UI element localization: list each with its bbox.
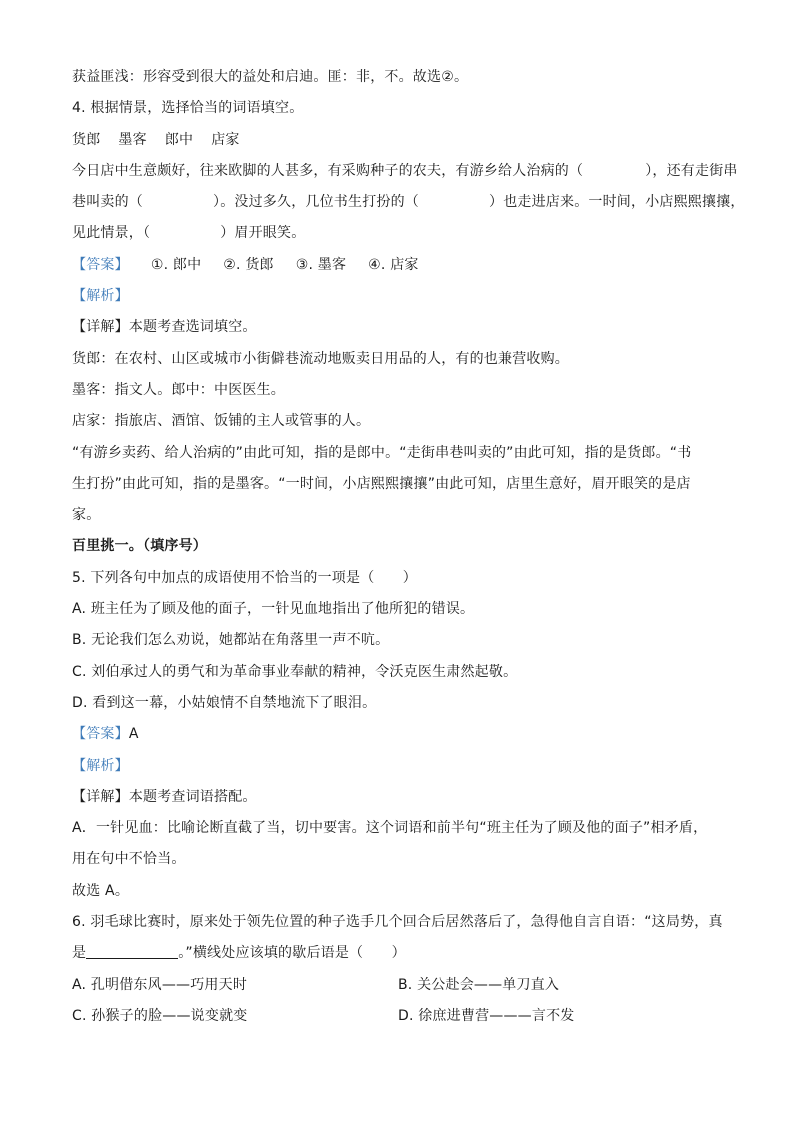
- question-6-line: [72, 938, 734, 969]
- detail-text: 本题考查选词填空。: [128, 319, 257, 336]
- passage-text: ），还有走街串: [645, 162, 738, 179]
- answer-item: ①. 郎中: [150, 256, 202, 273]
- word-bank: [72, 125, 734, 156]
- passage-text: 今日店中生意颇好，往来欧脚的人甚多，有采购种子的农夫，有游乡给人治病的（: [72, 162, 584, 179]
- option-c: C. 刘伯承过人的勇气和为革命事业奉献的精神，令沃克医生肃然起敬。: [72, 663, 518, 680]
- detail-line: [72, 782, 734, 813]
- section-heading: 百里挑一。（填序号）: [72, 538, 207, 555]
- explanation-line: 墨客：指文人。郎中：中医医生。: [72, 381, 285, 398]
- explanation-line: 故选 A。: [72, 882, 130, 899]
- word-option: 货郎: [72, 131, 101, 148]
- question-5-title: 5. 下列各句中加点的成语使用不恰当的一项是（ ）: [72, 569, 418, 586]
- passage-text: 见此情景，（: [72, 225, 151, 242]
- option-d: D. 看到这一幕，小姑娘情不自禁地流下了眼泪。: [72, 694, 377, 711]
- answer-item: ④. 店家: [368, 256, 419, 273]
- detail-line: [72, 312, 734, 343]
- option-c: C. 孙猴子的脸——说变就变: [72, 1007, 248, 1024]
- answer-item: ②. 货郎: [223, 256, 274, 273]
- passage-text: ）眉开眼笑。: [220, 225, 306, 242]
- question-6-line: 6. 羽毛球比赛时，原来处于领先位置的种子选手几个回合后居然落后了，急得他自言自语：“这局势，真: [72, 914, 723, 931]
- option-row: [72, 1001, 734, 1032]
- answer-value: A: [128, 726, 139, 743]
- option-row: [72, 970, 734, 1001]
- passage-text: 巷叫卖的（: [72, 194, 143, 211]
- word-option: 墨客: [118, 131, 147, 148]
- explanation-line: A．一针见血：比喻论断直截了当，切中要害。这个词语和前半句“班主任为了顾及他的面子”相矛盾，: [72, 820, 708, 837]
- explanation-line: 家。: [72, 507, 101, 524]
- fill-blank-underline: [86, 942, 178, 959]
- detail-text: 本题考查词语搭配。: [128, 788, 257, 805]
- option-b: B. 关公赴会——单刀直入: [398, 976, 560, 993]
- answer-tag: 【答案】: [72, 726, 129, 743]
- explanation-line: 生打扮”由此可知，指的是墨客。“一时间，小店熙熙攘攘”由此可知，店里生意好，眉开眼笑的是店: [72, 475, 691, 492]
- passage-line: [72, 218, 734, 249]
- page-content: [72, 62, 745, 1032]
- question-4-title: 4. 根据情景，选择恰当的词语填空。: [72, 100, 304, 117]
- option-b: B. 无论我们怎么劝说，她都站在角落里一声不吭。: [72, 632, 390, 649]
- analysis-tag: 【解析】: [72, 288, 129, 305]
- passage-line: [72, 156, 738, 187]
- question-text: 。”横线处应该填的歇后语是（ ）: [178, 945, 406, 962]
- option-a: A. 孔明借东风——巧用天时: [72, 976, 248, 993]
- explanation-line: 店家：指旅店、酒馆、饭铺的主人或管事的人。: [72, 413, 371, 430]
- explanation-line: 用在句中不恰当。: [72, 851, 186, 868]
- option-a: A. 班主任为了顾及他的面子，一针见血地指出了他所犯的错误。: [72, 601, 475, 618]
- answer-line: [72, 250, 734, 281]
- detail-tag: 【详解】: [72, 788, 129, 805]
- word-option: 郎中: [164, 131, 194, 148]
- passage-text: ）也走进店来。一时间，小店熙熙攘攘，: [489, 194, 745, 211]
- passage-line: [72, 187, 745, 218]
- answer-item: ③. 墨客: [295, 256, 347, 273]
- analysis-tag: 【解析】: [72, 757, 129, 774]
- word-option: 店家: [211, 131, 240, 148]
- question-text: 是: [72, 945, 87, 962]
- explanation-line: 货郎：在农村、山区或城市小街僻巷流动地贩卖日用品的人，有的也兼营收购。: [72, 350, 569, 367]
- answer-line: [72, 719, 734, 750]
- passage-text: ）。没过多久，几位书生打扮的（: [213, 194, 419, 211]
- answer-tag: 【答案】: [72, 256, 129, 273]
- explanation-line: “有游乡卖药、给人治病的”由此可知，指的是郎中。“走街串巷叫卖的”由此可知，指的是货郎。“书: [72, 444, 692, 461]
- detail-tag: 【详解】: [72, 319, 129, 336]
- option-d: D. 徐庶进曹营———言不发: [398, 1007, 575, 1024]
- text-line: 获益匪浅：形容受到很大的益处和启迪。匪：非，不。故选②。: [72, 69, 469, 85]
